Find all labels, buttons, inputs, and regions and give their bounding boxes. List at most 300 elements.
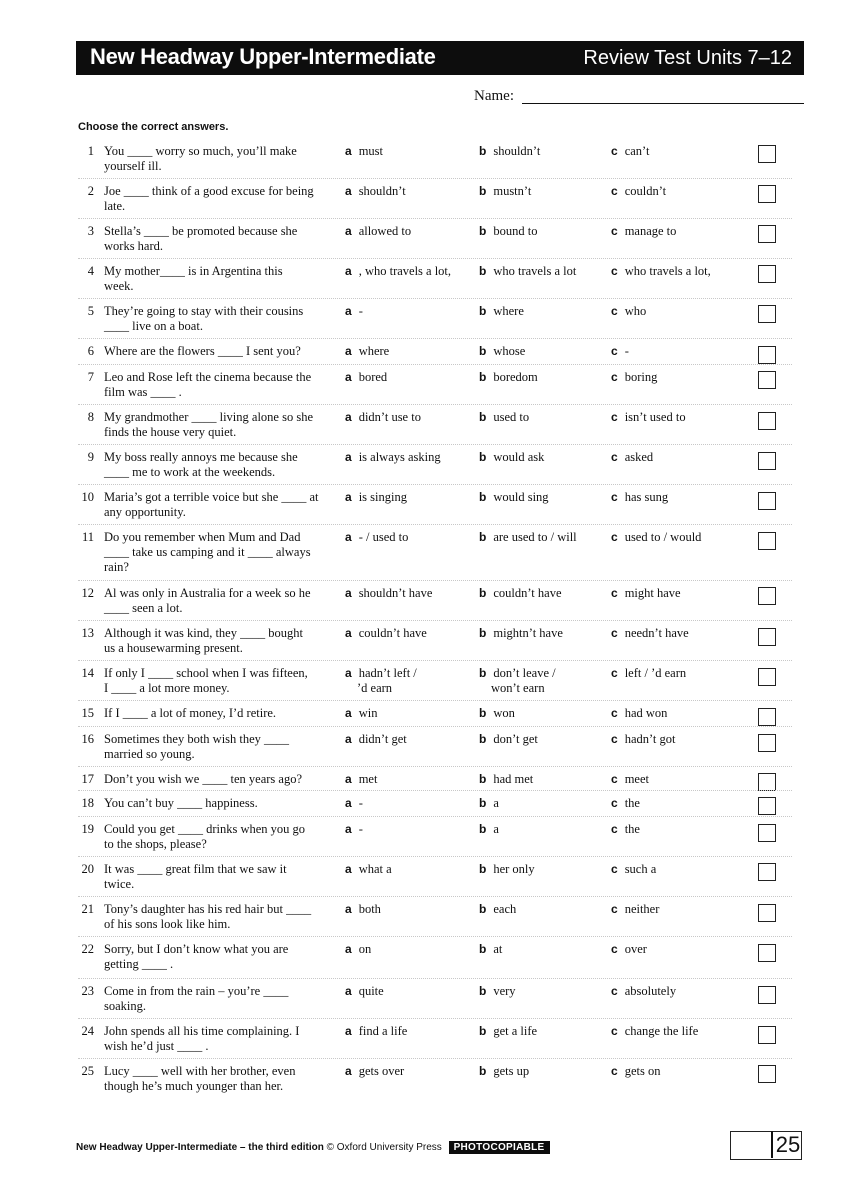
option-text: would sing xyxy=(493,490,549,504)
row-divider xyxy=(78,816,792,817)
question-text-line: Where are the flowers ____ I sent you? xyxy=(104,344,301,358)
option-text: boring xyxy=(624,370,658,384)
option-a xyxy=(345,490,470,505)
answer-box[interactable] xyxy=(758,1065,776,1083)
option-line xyxy=(479,1064,604,1079)
option-letter: c xyxy=(611,490,618,504)
option-letter: c xyxy=(611,706,618,720)
answer-box[interactable] xyxy=(758,185,776,203)
option-a xyxy=(345,304,470,319)
option-c xyxy=(611,410,746,425)
option-c xyxy=(611,184,746,199)
option-a xyxy=(345,264,470,279)
option-b xyxy=(479,304,604,319)
option-line xyxy=(479,942,604,957)
option-line xyxy=(479,144,604,159)
question-text-line: soaking. xyxy=(104,999,147,1013)
question-number: 9 xyxy=(87,450,94,464)
option-c xyxy=(611,822,746,837)
option-letter: c xyxy=(611,666,618,680)
row-divider xyxy=(78,856,792,857)
option-b xyxy=(479,862,604,877)
option-text: each xyxy=(493,902,517,916)
option-a xyxy=(345,822,470,837)
option-letter: c xyxy=(611,224,618,238)
question-text-line: If I ____ a lot of money, I’d retire. xyxy=(104,706,277,720)
name-label: Name: xyxy=(474,88,514,104)
option-b xyxy=(479,144,604,159)
option-line xyxy=(345,732,470,747)
option-text: used to xyxy=(493,410,530,424)
question-text-line: to the shops, please? xyxy=(104,837,207,851)
option-text: - xyxy=(358,796,363,810)
option-letter: a xyxy=(345,984,352,998)
option-letter: c xyxy=(611,626,618,640)
option-line xyxy=(345,942,470,957)
option-c xyxy=(611,942,746,957)
option-c xyxy=(611,1064,746,1079)
option-text: - xyxy=(624,344,629,358)
question-text xyxy=(104,184,336,214)
option-b xyxy=(479,942,604,957)
option-line xyxy=(345,626,470,641)
option-line xyxy=(345,822,470,837)
option-text: - xyxy=(358,304,363,318)
option-letter: a xyxy=(345,344,352,358)
option-letter: b xyxy=(479,1024,487,1038)
option-text: - / used to xyxy=(358,530,409,544)
option-letter: a xyxy=(345,490,352,504)
question-text xyxy=(104,772,336,787)
option-a xyxy=(345,902,470,917)
option-b xyxy=(479,264,604,279)
page-number: 25 xyxy=(771,1131,803,1158)
option-line xyxy=(611,796,746,811)
row-divider xyxy=(78,178,792,179)
option-text: win xyxy=(358,706,378,720)
answer-box[interactable] xyxy=(758,863,776,881)
option-text: allowed to xyxy=(358,224,412,238)
question-text-line: Although it was kind, they ____ bought xyxy=(104,626,303,640)
option-text: quite xyxy=(358,984,384,998)
header-bar xyxy=(76,41,804,75)
option-letter: a xyxy=(345,370,352,384)
answer-box[interactable] xyxy=(758,797,776,815)
option-a xyxy=(345,942,470,957)
question-number: 7 xyxy=(87,370,94,384)
option-c xyxy=(611,224,746,239)
answer-box[interactable] xyxy=(758,532,776,550)
option-line xyxy=(479,490,604,505)
option-letter: c xyxy=(611,732,618,746)
option-b xyxy=(479,732,604,747)
question-number: 5 xyxy=(87,304,94,318)
option-text: what a xyxy=(358,862,392,876)
question-text xyxy=(104,144,336,174)
question-text-line: Stella’s ____ be promoted because she xyxy=(104,224,298,238)
option-b xyxy=(479,666,604,696)
option-text: her only xyxy=(493,862,535,876)
option-text: don’t get xyxy=(493,732,538,746)
option-line xyxy=(345,862,470,877)
question-number: 24 xyxy=(81,1024,94,1038)
question-text-line: My boss really annoys me because she xyxy=(104,450,298,464)
option-b xyxy=(479,450,604,465)
option-line xyxy=(479,626,604,641)
question-text-line: of his sons look like him. xyxy=(104,917,231,931)
question-text-line: If only I ____ school when I was fifteen, xyxy=(104,666,308,680)
row-divider xyxy=(78,790,792,791)
option-line xyxy=(611,902,746,917)
option-letter: b xyxy=(479,626,487,640)
option-letter: b xyxy=(479,264,487,278)
question-text-line: Tony’s daughter has his red hair but ____ xyxy=(104,902,312,916)
row-divider xyxy=(78,660,792,661)
question-text-line: Come in from the rain – you’re ____ xyxy=(104,984,289,998)
option-text: a xyxy=(493,822,499,836)
row-divider xyxy=(78,1058,792,1059)
option-line xyxy=(611,942,746,957)
option-c xyxy=(611,586,746,601)
question-number: 21 xyxy=(81,902,94,916)
option-a xyxy=(345,1024,470,1039)
option-letter: a xyxy=(345,626,352,640)
row-divider xyxy=(78,338,792,339)
option-c xyxy=(611,732,746,747)
question-text-line: ____ take us camping and it ____ always xyxy=(104,545,311,559)
option-letter: c xyxy=(611,344,618,358)
question-number: 6 xyxy=(87,344,94,358)
answer-box[interactable] xyxy=(758,1026,776,1044)
row-divider xyxy=(78,298,792,299)
option-text: hadn’t left / xyxy=(358,666,417,680)
option-letter: b xyxy=(479,984,487,998)
option-a xyxy=(345,586,470,601)
question-number: 4 xyxy=(87,264,94,278)
option-b xyxy=(479,706,604,721)
question-text-line: week. xyxy=(104,279,134,293)
option-line xyxy=(345,264,470,279)
option-text: must xyxy=(358,144,383,158)
option-text: don’t leave / xyxy=(493,666,556,680)
option-c xyxy=(611,490,746,505)
question-number: 12 xyxy=(81,586,94,600)
option-a xyxy=(345,772,470,787)
option-text: hadn’t got xyxy=(624,732,676,746)
option-text: had won xyxy=(624,706,668,720)
option-line xyxy=(345,144,470,159)
option-text: who travels a lot, xyxy=(624,264,711,278)
question-text-line: Maria’s got a terrible voice but she ____ at xyxy=(104,490,319,504)
option-line xyxy=(611,626,746,641)
option-line xyxy=(611,450,746,465)
option-line xyxy=(345,370,470,385)
option-text: meet xyxy=(624,772,649,786)
answer-box[interactable] xyxy=(758,452,776,470)
option-c xyxy=(611,344,746,359)
question-text-line: ____ seen a lot. xyxy=(104,601,183,615)
option-text: change the life xyxy=(624,1024,699,1038)
answer-box[interactable] xyxy=(758,904,776,922)
option-b xyxy=(479,902,604,917)
option-line xyxy=(479,264,604,279)
option-b xyxy=(479,410,604,425)
answer-box[interactable] xyxy=(758,944,776,962)
row-divider xyxy=(78,700,792,701)
option-c xyxy=(611,984,746,999)
option-text: find a life xyxy=(358,1024,408,1038)
option-a xyxy=(345,410,470,425)
option-text: both xyxy=(358,902,381,916)
question-text-line: though he’s much younger than her. xyxy=(104,1079,284,1093)
option-a xyxy=(345,862,470,877)
question-text-line: Could you get ____ drinks when you go xyxy=(104,822,306,836)
option-a xyxy=(345,626,470,641)
option-line xyxy=(611,732,746,747)
option-letter: a xyxy=(345,450,352,464)
row-divider xyxy=(78,726,792,727)
option-text: shouldn’t xyxy=(358,184,406,198)
question-text-line: late. xyxy=(104,199,126,213)
option-line xyxy=(479,450,604,465)
row-divider xyxy=(78,620,792,621)
photocopiable-badge: PHOTOCOPIABLE xyxy=(449,1141,550,1154)
option-text: gets on xyxy=(624,1064,661,1078)
option-line xyxy=(611,586,746,601)
option-b xyxy=(479,224,604,239)
option-a xyxy=(345,732,470,747)
answer-box[interactable] xyxy=(758,587,776,605)
option-text: shouldn’t xyxy=(493,144,541,158)
answer-box[interactable] xyxy=(758,145,776,163)
question-text xyxy=(104,450,336,480)
answer-box[interactable] xyxy=(758,305,776,323)
answer-box[interactable] xyxy=(758,628,776,646)
option-letter: b xyxy=(479,144,487,158)
answer-box[interactable] xyxy=(758,412,776,430)
row-divider xyxy=(78,896,792,897)
question-number: 15 xyxy=(81,706,94,720)
option-text: whose xyxy=(493,344,526,358)
question-text-line: works hard. xyxy=(104,239,164,253)
question-text xyxy=(104,1024,336,1054)
option-a xyxy=(345,344,470,359)
option-letter: b xyxy=(479,490,487,504)
option-c xyxy=(611,530,746,545)
answer-box[interactable] xyxy=(758,346,776,364)
question-text xyxy=(104,344,336,359)
option-text: didn’t use to xyxy=(358,410,421,424)
row-divider xyxy=(78,936,792,937)
option-letter: a xyxy=(345,410,352,424)
question-text-line: rain? xyxy=(104,560,129,574)
option-text: gets over xyxy=(358,1064,405,1078)
option-letter: b xyxy=(479,184,487,198)
question-text xyxy=(104,1064,336,1094)
option-text: who xyxy=(624,304,647,318)
option-line xyxy=(479,304,604,319)
option-letter: a xyxy=(345,1024,352,1038)
option-line xyxy=(479,370,604,385)
option-letter: a xyxy=(345,530,352,544)
option-b xyxy=(479,626,604,641)
question-text-line: Joe ____ think of a good excuse for being xyxy=(104,184,314,198)
answer-box[interactable] xyxy=(758,265,776,283)
option-text: are used to / will xyxy=(493,530,577,544)
option-b xyxy=(479,984,604,999)
option-line xyxy=(479,796,604,811)
option-b xyxy=(479,490,604,505)
question-number: 18 xyxy=(81,796,94,810)
answer-box[interactable] xyxy=(758,734,776,752)
question-number: 25 xyxy=(81,1064,94,1078)
option-letter: c xyxy=(611,862,618,876)
question-text-line: wish he’d just ____ . xyxy=(104,1039,209,1053)
option-text: where xyxy=(493,304,524,318)
option-text: , who travels a lot, xyxy=(358,264,452,278)
option-c xyxy=(611,264,746,279)
question-text-line: Al was only in Australia for a week so he xyxy=(104,586,311,600)
option-line xyxy=(611,224,746,239)
row-divider xyxy=(78,484,792,485)
option-line xyxy=(345,984,470,999)
option-letter: a xyxy=(345,304,352,318)
option-text: couldn’t have xyxy=(358,626,427,640)
option-text: the xyxy=(624,796,640,810)
option-b xyxy=(479,772,604,787)
question-text-line: John spends all his time complaining. I xyxy=(104,1024,300,1038)
option-text: the xyxy=(624,822,640,836)
option-line xyxy=(479,902,604,917)
option-text: mightn’t have xyxy=(493,626,563,640)
option-letter: a xyxy=(345,796,352,810)
instruction: Choose the correct answers. xyxy=(78,121,229,133)
option-text: a xyxy=(493,796,499,810)
option-line xyxy=(611,1024,746,1039)
option-letter: b xyxy=(479,666,487,680)
option-letter: a xyxy=(345,862,352,876)
answer-box[interactable] xyxy=(758,824,776,842)
option-line xyxy=(345,706,470,721)
option-c xyxy=(611,304,746,319)
option-line xyxy=(611,706,746,721)
option-c xyxy=(611,772,746,787)
option-line xyxy=(611,344,746,359)
question-text-line: You can’t buy ____ happiness. xyxy=(104,796,258,810)
option-line xyxy=(611,1064,746,1079)
answer-box[interactable] xyxy=(758,492,776,510)
answer-box[interactable] xyxy=(758,225,776,243)
option-a xyxy=(345,796,470,811)
name-field[interactable] xyxy=(522,103,804,104)
option-letter: a xyxy=(345,264,352,278)
question-number: 8 xyxy=(87,410,94,424)
option-c xyxy=(611,706,746,721)
row-divider xyxy=(78,404,792,405)
question-text-line: Don’t you wish we ____ ten years ago? xyxy=(104,772,302,786)
answer-box[interactable] xyxy=(758,708,776,726)
option-letter: c xyxy=(611,1024,618,1038)
question-text-line: film was ____ . xyxy=(104,385,182,399)
question-text xyxy=(104,224,336,254)
question-text-line: My mother____ is in Argentina this xyxy=(104,264,283,278)
question-text-line: Do you remember when Mum and Dad xyxy=(104,530,301,544)
option-line xyxy=(611,304,746,319)
option-line xyxy=(479,666,604,681)
option-text: mustn’t xyxy=(493,184,532,198)
option-line xyxy=(479,184,604,199)
option-letter: b xyxy=(479,822,487,836)
option-line xyxy=(345,410,470,425)
option-letter: c xyxy=(611,184,618,198)
option-letter: b xyxy=(479,370,487,384)
row-divider xyxy=(78,978,792,979)
option-line xyxy=(345,796,470,811)
question-text xyxy=(104,264,336,294)
option-line xyxy=(479,772,604,787)
question-text-line: us a housewarming present. xyxy=(104,641,243,655)
option-a xyxy=(345,450,470,465)
option-a xyxy=(345,666,470,696)
option-letter: c xyxy=(611,772,618,786)
option-line xyxy=(611,772,746,787)
option-letter: a xyxy=(345,1064,352,1078)
question-number: 10 xyxy=(81,490,94,504)
option-line xyxy=(611,490,746,505)
option-b xyxy=(479,1064,604,1079)
question-text-line: Sometimes they both wish they ____ xyxy=(104,732,290,746)
option-b xyxy=(479,586,604,601)
question-number: 14 xyxy=(81,666,94,680)
answer-box[interactable] xyxy=(758,986,776,1004)
option-line xyxy=(611,410,746,425)
answer-box[interactable] xyxy=(758,668,776,686)
row-divider xyxy=(78,364,792,365)
option-letter: b xyxy=(479,586,487,600)
option-line xyxy=(479,224,604,239)
option-letter: b xyxy=(479,530,487,544)
option-line xyxy=(479,862,604,877)
option-line xyxy=(479,984,604,999)
option-line xyxy=(479,822,604,837)
question-text-line: finds the house very quiet. xyxy=(104,425,237,439)
option-line xyxy=(345,490,470,505)
option-text: is singing xyxy=(358,490,407,504)
answer-box[interactable] xyxy=(758,773,776,791)
question-text-line: Lucy ____ well with her brother, even xyxy=(104,1064,296,1078)
question-text xyxy=(104,984,336,1014)
header-title: New Headway Upper-Intermediate xyxy=(90,44,436,69)
option-letter: c xyxy=(611,942,618,956)
option-letter: a xyxy=(345,144,352,158)
option-line xyxy=(611,822,746,837)
option-letter: a xyxy=(345,184,352,198)
question-number: 23 xyxy=(81,984,94,998)
question-text xyxy=(104,666,336,696)
option-text: couldn’t have xyxy=(493,586,562,600)
option-line xyxy=(345,450,470,465)
option-letter: a xyxy=(345,732,352,746)
option-c xyxy=(611,144,746,159)
option-b xyxy=(479,370,604,385)
option-line xyxy=(611,264,746,279)
question-number: 20 xyxy=(81,862,94,876)
option-letter: a xyxy=(345,822,352,836)
option-text: had met xyxy=(493,772,534,786)
option-letter: b xyxy=(479,450,487,464)
answer-box[interactable] xyxy=(758,371,776,389)
option-letter: c xyxy=(611,450,618,464)
